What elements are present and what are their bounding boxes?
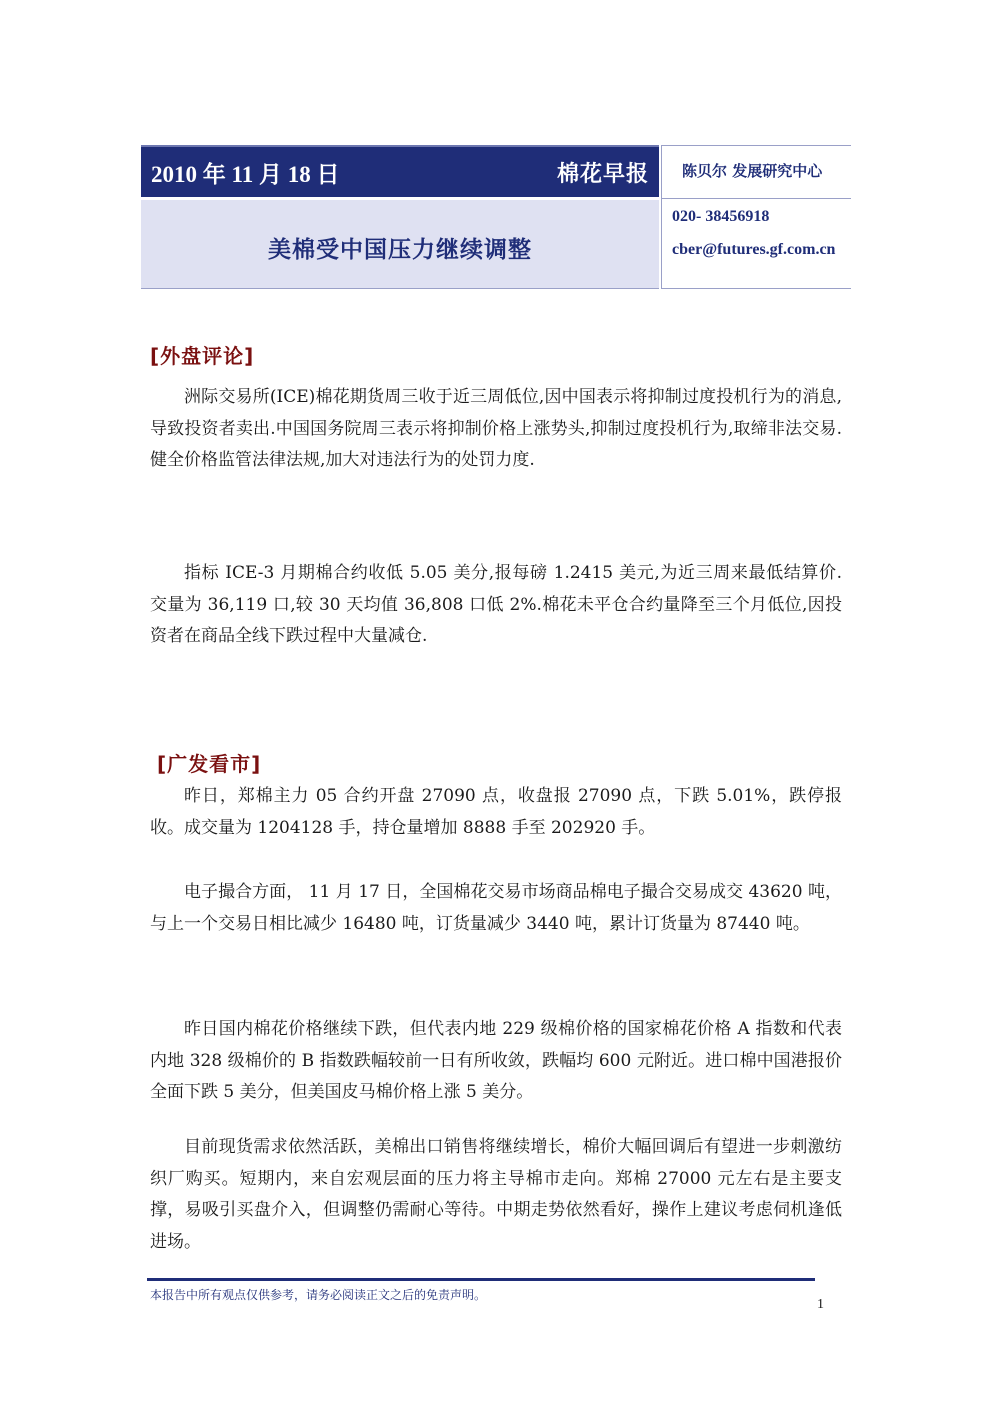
paragraph: 电子撮合方面， 11 月 17 日，全国棉花交易市场商品棉电子撮合交易成交 43620 吨，与上一个交易日相比减少 16480 吨，订货量减少 3440 吨，累计订货量为 87440 吨。 (150, 882, 842, 934)
footer-disclaimer: 本报告中所有观点仅供参考，请务必阅读正文之后的免责声明。 (150, 1288, 487, 1302)
footer-rule (147, 1278, 815, 1281)
paragraph: 洲际交易所(ICE)棉花期货周三收于近三周低位,因中国表示将抑制过度投机行为的消息,导致投资者卖出.中国国务院周三表示将抑制价格上涨势头,抑制过度投机行为,取缔非法交易.健全价格监管法律法规,加大对违法行为的处罚力度. (150, 387, 842, 470)
paragraph: 昨日，郑棉主力 05 合约开盘 27090 点，收盘报 27090 点，下跌 5.01%，跌停报收。成交量为 1204128 手，持仓量增加 8888 手至 202920 手。 (150, 786, 842, 838)
page-number: 1 (817, 1297, 824, 1312)
email-address: cber@futures.gf.com.cn (672, 241, 836, 258)
date-bar (141, 145, 659, 197)
section-title-foreign: [外盘评论] (150, 344, 255, 368)
section-title-gf: [广发看市] (157, 752, 262, 776)
report-date: 2010 年 11 月 18 日 (151, 161, 340, 187)
phone-number: 020- 38456918 (672, 208, 770, 225)
contact-divider (662, 198, 851, 199)
paragraph: 昨日国内棉花价格继续下跌，但代表内地 229 级棉价格的国家棉花价格 A 指数和代表内地 328 级棉价的 B 指数跌幅较前一日有所收敛，跌幅均 600 元附近。进口棉中国港报价全面下跌 5 美分，但美国皮马棉价格上涨 5 美分。 (150, 1019, 842, 1102)
paragraph: 指标 ICE-3 月期棉合约收低 5.05 美分,报每磅 1.2415 美元,为近三周来最低结算价. 交量为 36,119 口,较 30 天均值 36,808 口低 2%.棉花未平仓合约量降至三个月低位,因投资者在商品全线下跌过程中大量减仓. (150, 563, 842, 646)
author: 陈贝尔 发展研究中心 (682, 162, 823, 180)
contact-box (661, 145, 851, 289)
report-header (141, 145, 851, 289)
headline: 美棉受中国压力继续调整 (268, 236, 532, 263)
headline-box (141, 200, 659, 289)
report-title: 棉花早报 (556, 161, 649, 187)
paragraph: 目前现货需求依然活跃，美棉出口销售将继续增长，棉价大幅回调后有望进一步刺激纺织厂购买。短期内，来自宏观层面的压力将主导棉市走向。郑棉 27000 元左右是主要支撑，易吸引买盘介入，但调整仍需耐心等待。中期走势依然看好，操作上建议考虑伺机逢低进场。 (150, 1137, 842, 1252)
